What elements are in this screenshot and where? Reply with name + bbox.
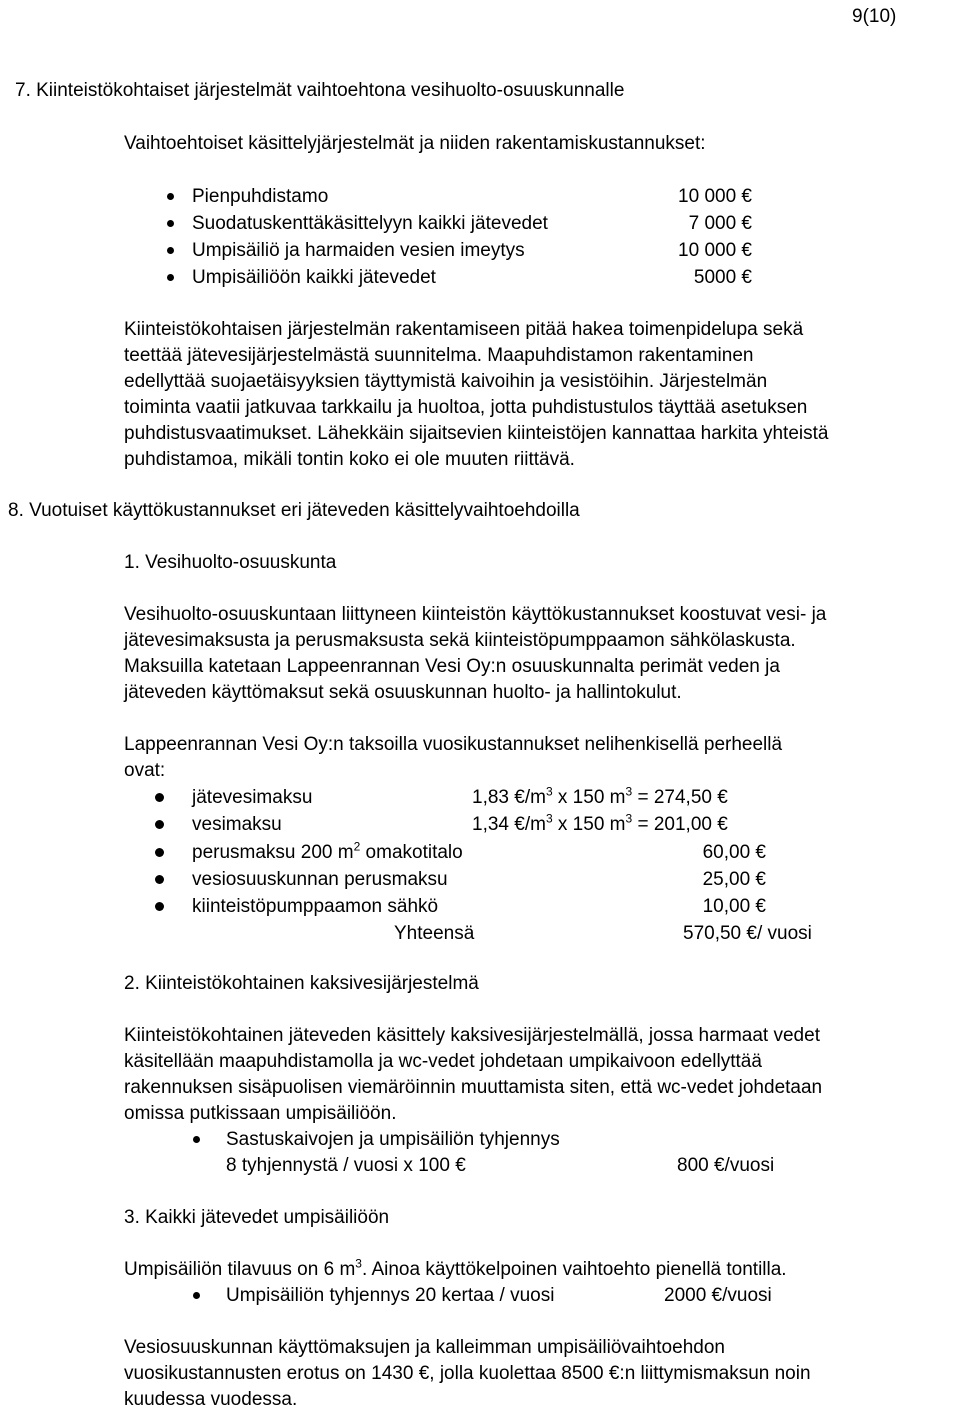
paragraph-line: rakennuksen sisäpuolisen viemäröinnin muuttamista siten, että wc-vedet johdetaan: [124, 1077, 823, 1098]
section-7-heading: 7. Kiinteistökohtaiset järjestelmät vaihtoehtona vesihuolto-osuuskunnalle: [15, 80, 625, 101]
cost-value: 10 000 €: [678, 240, 752, 261]
paragraph-line: Vesiosuuskunnan käyttömaksujen ja kalleimman umpisäiliövaihtoehdon: [124, 1337, 725, 1358]
bullet-icon: [155, 875, 164, 884]
item-value: 25,00 €: [702, 869, 766, 890]
item-label: jätevesimaksu: [192, 787, 313, 808]
subsection-1-heading: 1. Vesihuolto-osuuskunta: [124, 552, 337, 573]
tank-volume-text: Umpisäiliön tilavuus on 6 $m^3$. Ainoa käyttökelpoinen vaihtoehto pienellä tontilla.: [124, 1256, 787, 1280]
cost-label: Umpisäiliöön kaikki jätevedet: [192, 267, 436, 288]
tariff-line: Lappeenrannan Vesi Oy:n taksoilla vuosikustannukset nelihenkisellä perheellä: [124, 734, 783, 755]
paragraph-line: jätevesimaksusta ja perusmaksusta sekä kiinteistöpumppaamon sähkölaskusta.: [124, 630, 796, 651]
paragraph-line: jäteveden käyttömaksut sekä osuuskunnan huolto- ja hallintokulut.: [124, 682, 682, 703]
emptying-label: Sastuskaivojen ja umpisäiliön tyhjennys: [226, 1129, 560, 1150]
paragraph-line: vuosikustannusten erotus on 1430 €, jolla kuolettaa 8500 €:n liittymismaksun noin: [124, 1363, 811, 1384]
paragraph-line: omissa putkissaan umpisäiliöön.: [124, 1103, 397, 1124]
total-label: Yhteensä: [394, 923, 475, 944]
cost-label: Pienpuhdistamo: [192, 186, 329, 207]
paragraph-line: Kiinteistökohtaisen järjestelmän rakentamiseen pitää hakea toimenpidelupa sekä: [124, 319, 804, 340]
item-value: 60,00 €: [702, 842, 766, 863]
item-result: = 274,50 €: [632, 787, 728, 808]
total-value: 570,50 €/ vuosi: [683, 923, 812, 944]
bullet-icon: [155, 848, 164, 857]
tariff-line: ovat:: [124, 760, 166, 781]
emptying-calculation: 8 tyhjennystä / vuosi x 100 €: [226, 1155, 466, 1176]
page-number: 9(10): [852, 6, 897, 27]
item-label: vesiosuuskunnan perusmaksu: [192, 869, 448, 890]
cost-label: Umpisäiliö ja harmaiden vesien imeytys: [192, 240, 525, 261]
cost-label: Suodatuskenttäkäsittelyyn kaikki jätevedet: [192, 213, 548, 234]
bullet-icon: [155, 793, 164, 802]
paragraph-line: toiminta vaatii jatkuvaa tarkkailu ja huoltoa, jotta puhdistustulos täyttää asetuksen: [124, 397, 808, 418]
emptying-value: 800 €/vuosi: [677, 1155, 775, 1176]
subsection-2-heading: 2. Kiinteistökohtainen kaksivesijärjestelmä: [124, 973, 479, 994]
item-result: = 201,00 €: [632, 814, 728, 835]
paragraph-line: kuudessa vuodessa.: [124, 1389, 298, 1410]
paragraph-line: teettää jätevesijärjestelmästä suunnitelma. Maapuhdistamon rakentaminen: [124, 345, 754, 366]
paragraph-line: puhdistamoa, mikäli tontin koko ei ole muuten riittävä.: [124, 449, 575, 470]
bullet-icon: [193, 1292, 200, 1299]
bullet-icon: [155, 902, 164, 911]
item-calculation: 1,83 $€/m^3$ x 150 $m^3 = 274,50$ €: [472, 784, 728, 808]
paragraph-line: Maksuilla katetaan Lappeenrannan Vesi Oy:n osuuskunnalta perimät veden ja: [124, 656, 780, 677]
cost-value: 10 000 €: [678, 186, 752, 207]
tank-emptying-label: Umpisäiliön tyhjennys 20 kertaa / vuosi: [226, 1285, 555, 1306]
section-7-intro: Vaihtoehtoiset käsittelyjärjestelmät ja niiden rakentamiskustannukset:: [124, 133, 706, 154]
bullet-icon: [155, 820, 164, 829]
cost-value: 7 000 €: [688, 213, 752, 234]
bullet-icon: [167, 274, 174, 281]
item-value: 10,00 €: [702, 896, 766, 917]
item-calculation: 1,34 $€/m^3$ x 150 $m^3 = 201,00$ €: [472, 811, 728, 835]
paragraph-line: edellyttää suojaetäisyyksien täyttymistä kaivoihin ja vesistöihin. Järjestelmän: [124, 371, 768, 392]
paragraph-line: puhdistusvaatimukset. Lähekkäin sijaitsevien kiinteistöjen kannattaa harkita yhteistä: [124, 423, 829, 444]
subsection-3-heading: 3. Kaikki jätevedet umpisäiliöön: [124, 1207, 390, 1228]
paragraph-line: käsitellään maapuhdistamolla ja wc-vedet johdetaan umpikaivoon edellyttää: [124, 1051, 762, 1072]
tank-emptying-value: 2000 €/vuosi: [664, 1285, 772, 1306]
paragraph-line: Kiinteistökohtainen jäteveden käsittely kaksivesijärjestelmällä, jossa harmaat vedet: [124, 1025, 820, 1046]
bullet-icon: [167, 247, 174, 254]
item-label: vesimaksu: [192, 814, 282, 835]
item-label: perusmaksu 200 $m^2$ omakotitalo: [192, 839, 463, 863]
bullet-icon: [193, 1136, 200, 1143]
paragraph-line: Vesihuolto-osuuskuntaan liittyneen kiinteistön käyttökustannukset koostuvat vesi- ja: [124, 604, 827, 625]
item-label: kiinteistöpumppaamon sähkö: [192, 896, 439, 917]
cost-value: 5000 €: [693, 267, 752, 288]
bullet-icon: [167, 193, 174, 200]
bullet-icon: [167, 220, 174, 227]
section-8-heading: 8. Vuotuiset käyttökustannukset eri jäteveden käsittelyvaihtoehdoilla: [8, 500, 580, 521]
